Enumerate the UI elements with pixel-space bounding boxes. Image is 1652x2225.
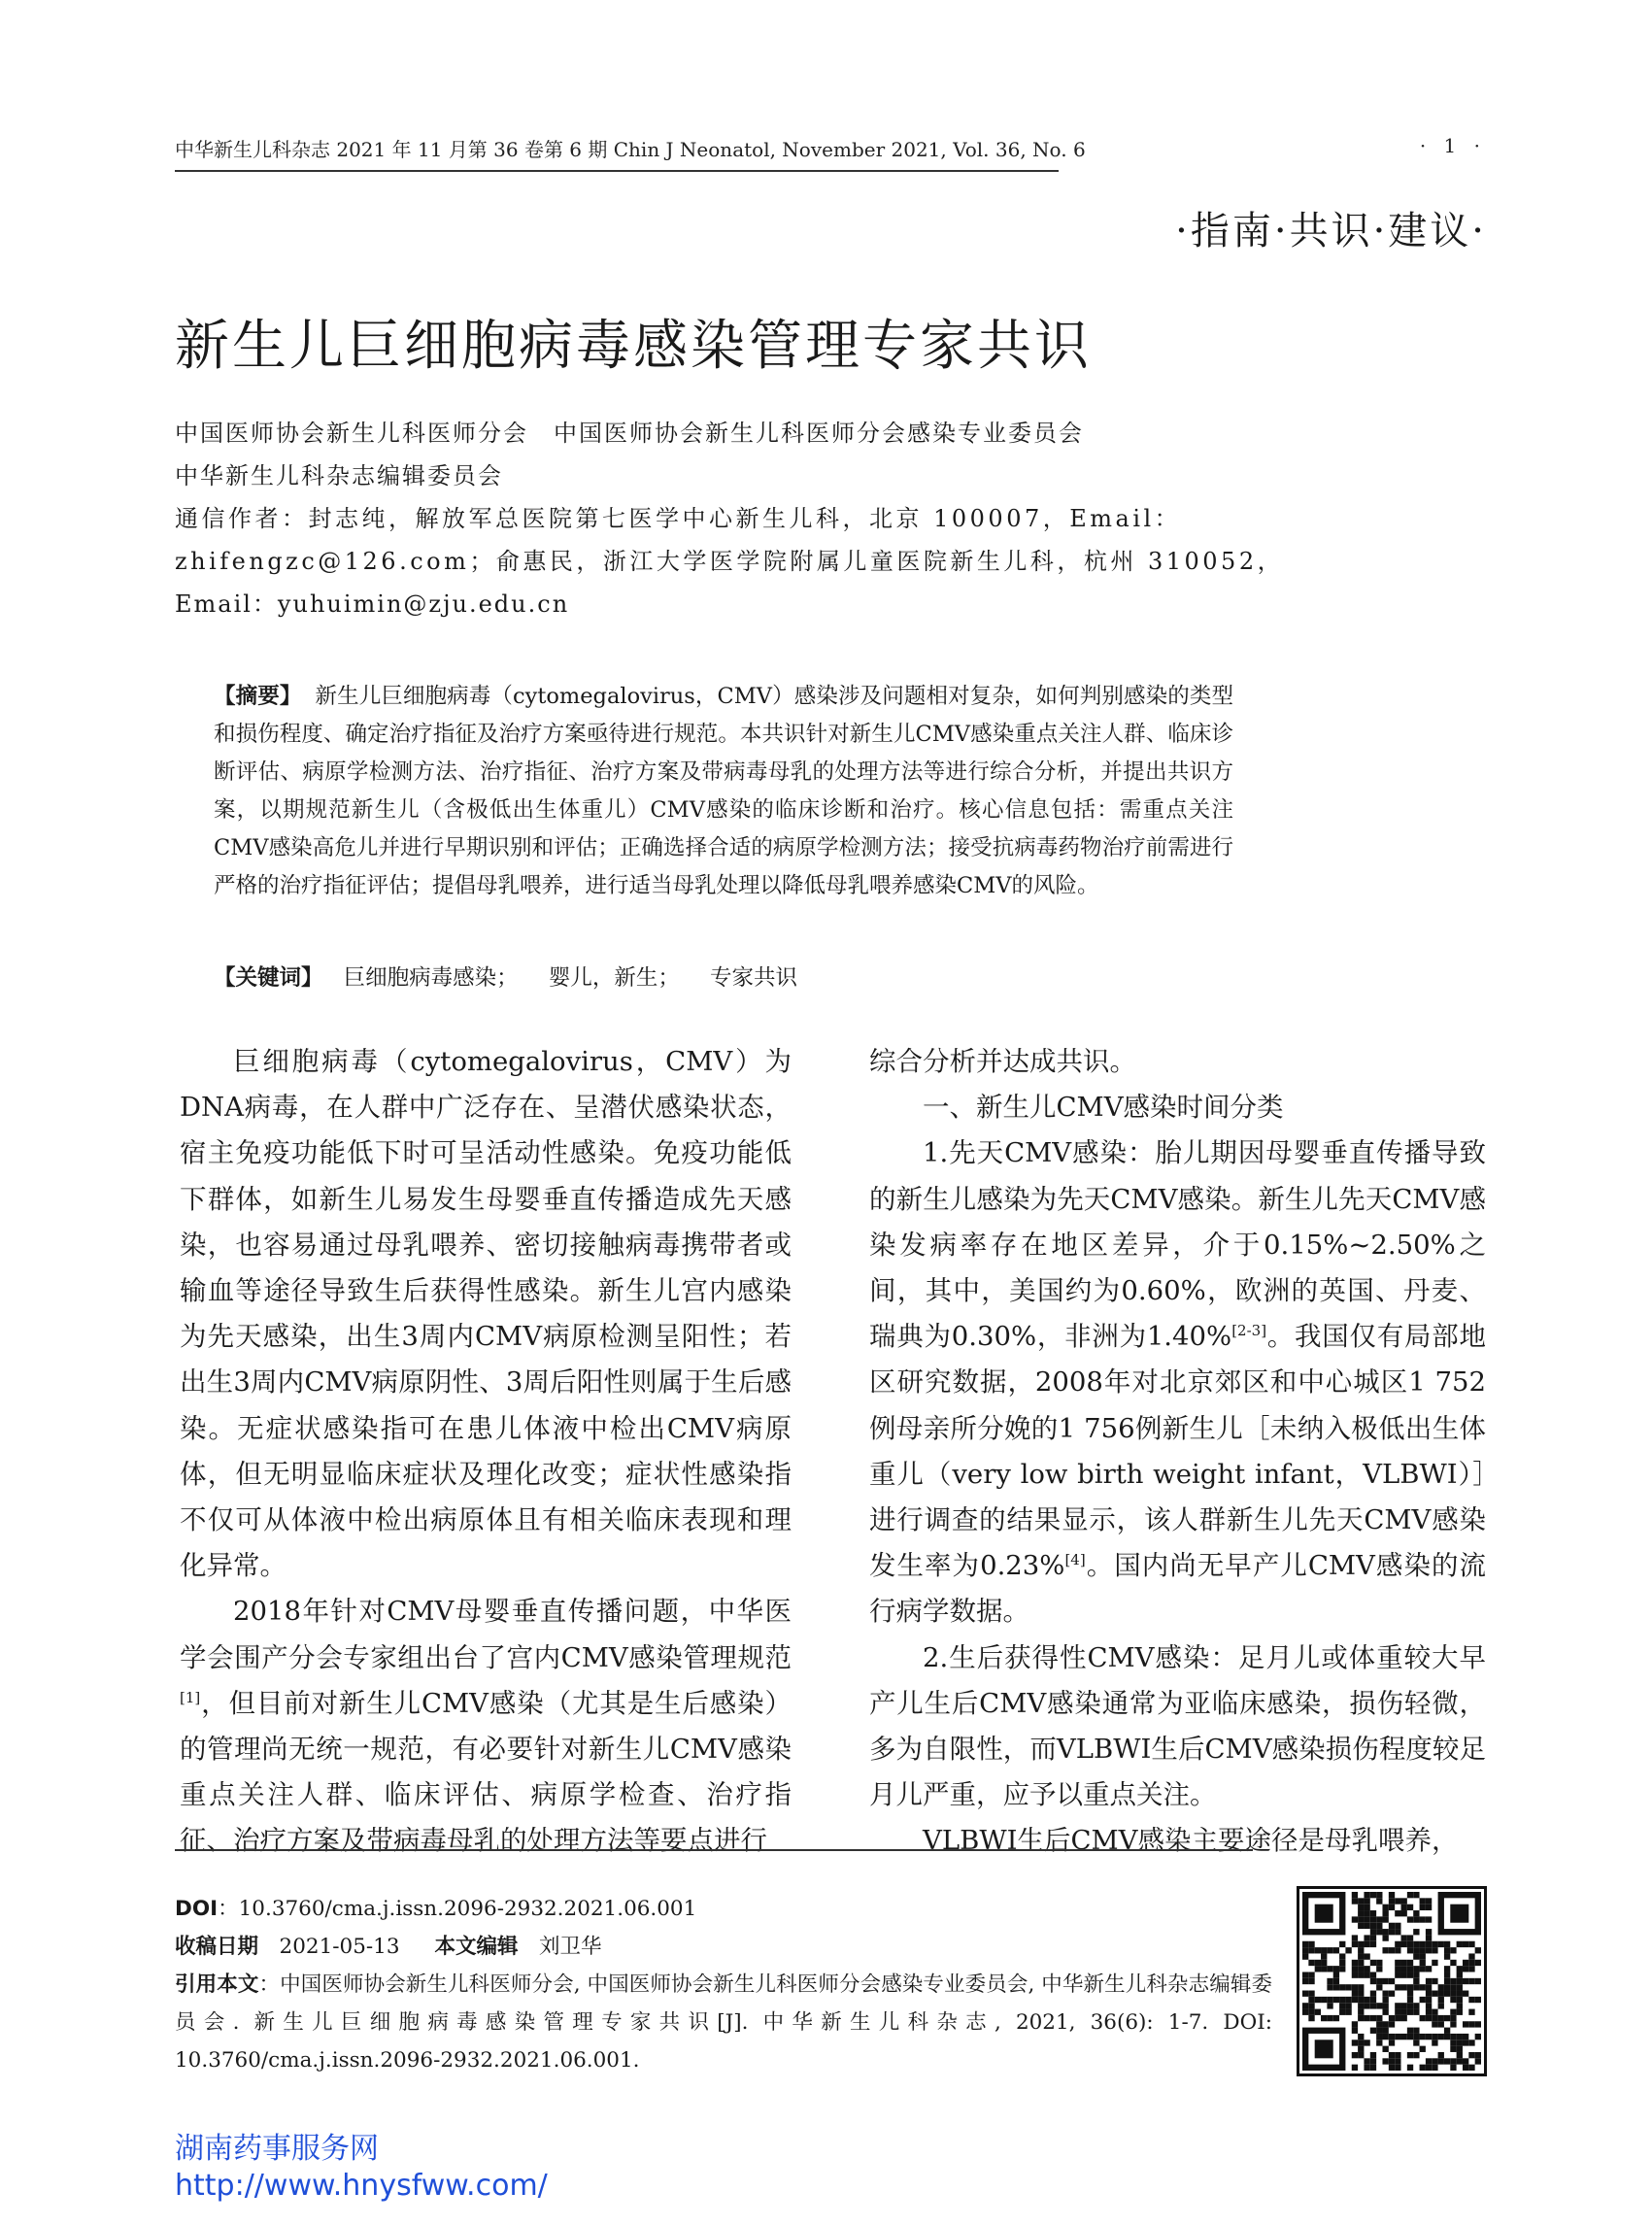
qr-code-icon [1302, 1892, 1481, 2071]
keywords-label: 【关键词】 [214, 965, 323, 991]
doi-label: DOI [175, 1897, 219, 1921]
section-heading: 一、新生儿CMV感染时间分类 [923, 1092, 1284, 1124]
header-rule [175, 170, 1059, 172]
body-paragraph: 2.生后获得性CMV感染：足月儿或体重较大早产儿生后CMV感染通常为亚临床感染，损伤轻微，多为自限性，而VLBWI生后CMV感染损伤程度较足月儿严重，应予以重点关注。 [869, 1641, 1486, 1811]
keyword: 婴儿，新生； [548, 965, 680, 991]
running-header [175, 134, 1486, 169]
footnote-block [175, 1890, 1272, 2079]
body-paragraph: 巨细胞病毒（cytomegalovirus，CMV）为DNA病毒，在人群中广泛存在、呈潜伏感染状态，宿主免疫功能低下时可呈活动性感染。免疫功能低下群体，如新生儿易发生母婴垂直传播造成先天感染，也容易通过母乳喂养、密切接触病毒携带者或输血等途径导致生后获得性感染。新生儿宫内感染为先天感染，出生3周内CMV病原检测呈阳性；若出生3周内CMV病原阴性、3周后阳性则属于生后感染。无症状感染指可在患儿体液中检出CMV病原体，但无明显临床症状及理化改变；症状性感染指不仅可从体液中检出病原体且有相关临床表现和理化异常。 [180, 1046, 792, 1582]
corresponding-line-3: Email：yuhuimin@zju.edu.cn [175, 590, 570, 618]
editor-name: 刘卫华 [539, 1935, 602, 1959]
footnote-rule [175, 1849, 1253, 1851]
author-line-2: 中华新生儿科杂志编辑委员会 [175, 462, 503, 489]
body-text: ，但目前对新生儿CMV感染（尤其是生后感染）的管理尚无统一规范，有必要针对新生儿CMV感染重点关注人群、临床评估、病原学检查、治疗指征、治疗方案及带病毒母乳的处理方法等要点进行 [180, 1687, 792, 1857]
citation-ref[interactable]: [1] [180, 1688, 201, 1706]
body-text: 1.先天CMV感染：胎儿期因母婴垂直传播导致的新生儿感染为先天CMV感染。新生儿先天CMV感染发病率存在地区差异，介于0.15%~2.50%之间，其中，美国约为0.60%，欧洲的英国、丹麦、瑞典为0.30%，非洲为1.40% [869, 1137, 1486, 1353]
editor-label: 本文编辑 [434, 1935, 519, 1959]
body-column-right [869, 1039, 1486, 1865]
abstract [214, 678, 1233, 905]
body-paragraph [869, 1130, 1486, 1635]
citation-ref[interactable]: [4] [1064, 1551, 1086, 1569]
page-number: · 1 · [1419, 134, 1486, 157]
keyword: 巨细胞病毒感染； [343, 965, 519, 991]
body-paragraph [180, 1589, 792, 1864]
doi-line [175, 1890, 1243, 1928]
body-text: 2018年针对CMV母婴垂直传播问题，中华医学会围产分会专家组出台了宫内CMV感染管理规范 [180, 1596, 792, 1673]
section-label: ·指南·共识·建议· [1175, 209, 1487, 253]
keyword: 专家共识 [710, 965, 798, 991]
cite-label: 引用本文 [175, 1972, 259, 1997]
keywords [214, 960, 1233, 997]
qr-code[interactable] [1297, 1886, 1487, 2076]
citation-line [175, 1966, 1272, 2079]
watermark [175, 2131, 548, 2205]
article-title: 新生儿巨细胞病毒感染管理专家共识 [175, 315, 1092, 378]
abstract-label: 【摘要】 [214, 684, 302, 709]
received-line [175, 1928, 1263, 1966]
body-text: 。国内尚无早产儿CMV感染的流行病学数据。 [869, 1550, 1486, 1628]
citation-ref[interactable]: [2-3] [1231, 1322, 1267, 1340]
received-label: 收稿日期 [175, 1935, 259, 1959]
author-block [175, 412, 1285, 625]
body-text: 。我国仅有局部地区研究数据，2008年对北京郊区和中心城区1 752例母亲所分娩的1 756例新生儿［未纳入极低出生体重儿（very low birth weight infant，VLBWI）］进行调查的结果显示，该人群新生儿先天CMV感染发生率为0.23% [869, 1321, 1486, 1582]
author-line-1: 中国医师协会新生儿科医师分会 中国医师协会新生儿科医师分会感染专业委员会 [175, 420, 1084, 447]
body-paragraph: VLBWI生后CMV感染主要途径是母乳喂养， [923, 1825, 1459, 1857]
corresponding-line-2: zhifengzc@126.com；俞惠民，浙江大学医学院附属儿童医院新生儿科，杭州 310052， [175, 548, 1285, 575]
doi-value[interactable]: ：10.3760/cma.j.issn.2096-2932.2021.06.001 [218, 1897, 697, 1921]
body-paragraph: 综合分析并达成共识。 [869, 1046, 1136, 1077]
received-date: 2021-05-13 [279, 1935, 400, 1959]
corresponding-line-1: 通信作者：封志纯，解放军总医院第七医学中心新生儿科，北京 100007，Email： [175, 505, 1182, 532]
cite-text: ：中国医师协会新生儿科医师分会, 中国医师协会新生儿科医师分会感染专业委员会, 中华新生儿科杂志编辑委员会. 新生儿巨细胞病毒感染管理专家共识[J]. 中华新生儿科杂志, 2021, 36(6): 1-7. DOI: 10.3760/cma.j.issn.2096-2932.2021.06.001. [175, 1972, 1272, 2073]
abstract-text: 新生儿巨细胞病毒（cytomegalovirus，CMV）感染涉及问题相对复杂，如何判别感染的类型和损伤程度、确定治疗指征及治疗方案亟待进行规范。本共识针对新生儿CMV感染重点关注人群、临床诊断评估、病原学检测方法、治疗指征、治疗方案及带病毒母乳的处理方法等进行综合分析，并提出共识方案，以期规范新生儿（含极低出生体重儿）CMV感染的临床诊断和治疗。核心信息包括：需重点关注CMV感染高危儿并进行早期识别和评估；正确选择合适的病原学检测方法；接受抗病毒药物治疗前需进行严格的治疗指征评估；提倡母乳喂养，进行适当母乳处理以降低母乳喂养感染CMV的风险。 [214, 684, 1233, 898]
journal-info: 中华新生儿科杂志 2021 年 11 月第 36 卷第 6 期 Chin J Neonatol, November 2021, Vol. 36, No. 6 [175, 138, 1086, 161]
body-column-left [180, 1039, 792, 1865]
watermark-name: 湖南药事服务网 [175, 2132, 379, 2166]
watermark-url[interactable]: http://www.hnysfww.com/ [175, 2169, 548, 2203]
